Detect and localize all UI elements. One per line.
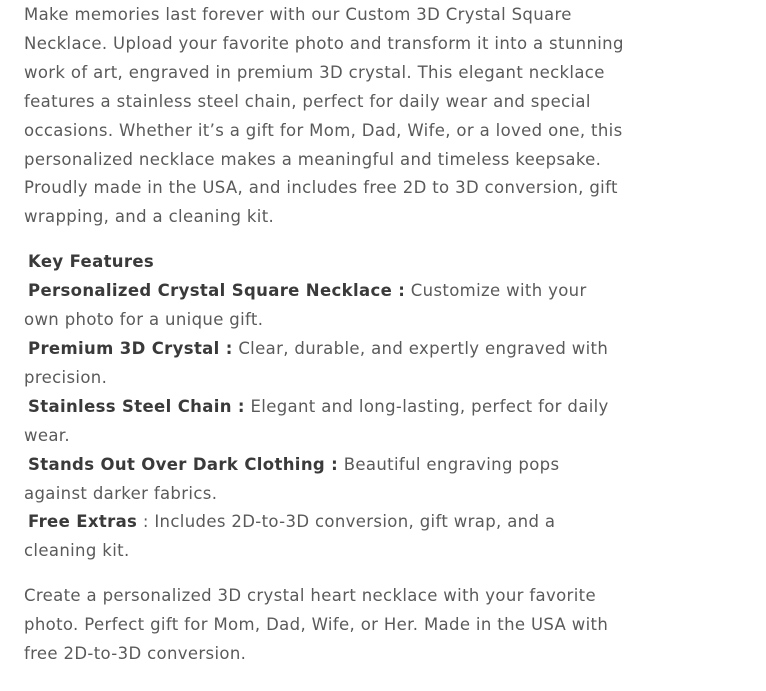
feature-name: Free Extras bbox=[28, 512, 138, 532]
feature-text: Elegant and long-lasting, perfect for daily wear. bbox=[24, 396, 609, 445]
key-features-section bbox=[24, 248, 624, 566]
feature-item bbox=[24, 393, 624, 451]
feature-name: Stands Out Over Dark Clothing : bbox=[28, 454, 339, 474]
feature-text: Clear, durable, and expertly engraved with precision. bbox=[24, 338, 609, 387]
feature-text: : Includes 2D-to-3D conversion, gift wrap, and a cleaning kit. bbox=[24, 512, 556, 561]
product-description bbox=[24, 0, 624, 669]
description-outro: Create a personalized 3D crystal heart necklace with your favorite photo. Perfect gift for Mom, Dad, Wife, or Her. Made in the USA with free 2D-to-3D conversion. bbox=[24, 586, 609, 664]
feature-name: Stainless Steel Chain : bbox=[28, 396, 245, 416]
feature-item bbox=[24, 335, 624, 393]
feature-name: Personalized Crystal Square Necklace : bbox=[28, 281, 406, 301]
feature-text: Beautiful engraving pops against darker fabrics. bbox=[24, 454, 560, 503]
feature-text: Customize with your own photo for a unique gift. bbox=[24, 281, 587, 330]
description-intro: Make memories last forever with our Custom 3D Crystal Square Necklace. Upload your favorite photo and transform it into a stunning work of art, engraved in premium 3D crystal. This elegant necklace features a stainless steel chain, perfect for daily wear and special occasions. Whether it’s a gift for Mom, Dad, Wife, or a loved one, this personalized necklace makes a meaningful and timeless keepsake. Proudly made in the USA, and includes free 2D to 3D conversion, gift wrapping, and a cleaning kit. bbox=[24, 5, 624, 227]
key-features-title: Key Features bbox=[28, 252, 155, 272]
feature-item bbox=[24, 508, 624, 566]
feature-item bbox=[24, 451, 624, 509]
feature-name: Premium 3D Crystal : bbox=[28, 338, 233, 358]
feature-item bbox=[24, 277, 624, 335]
